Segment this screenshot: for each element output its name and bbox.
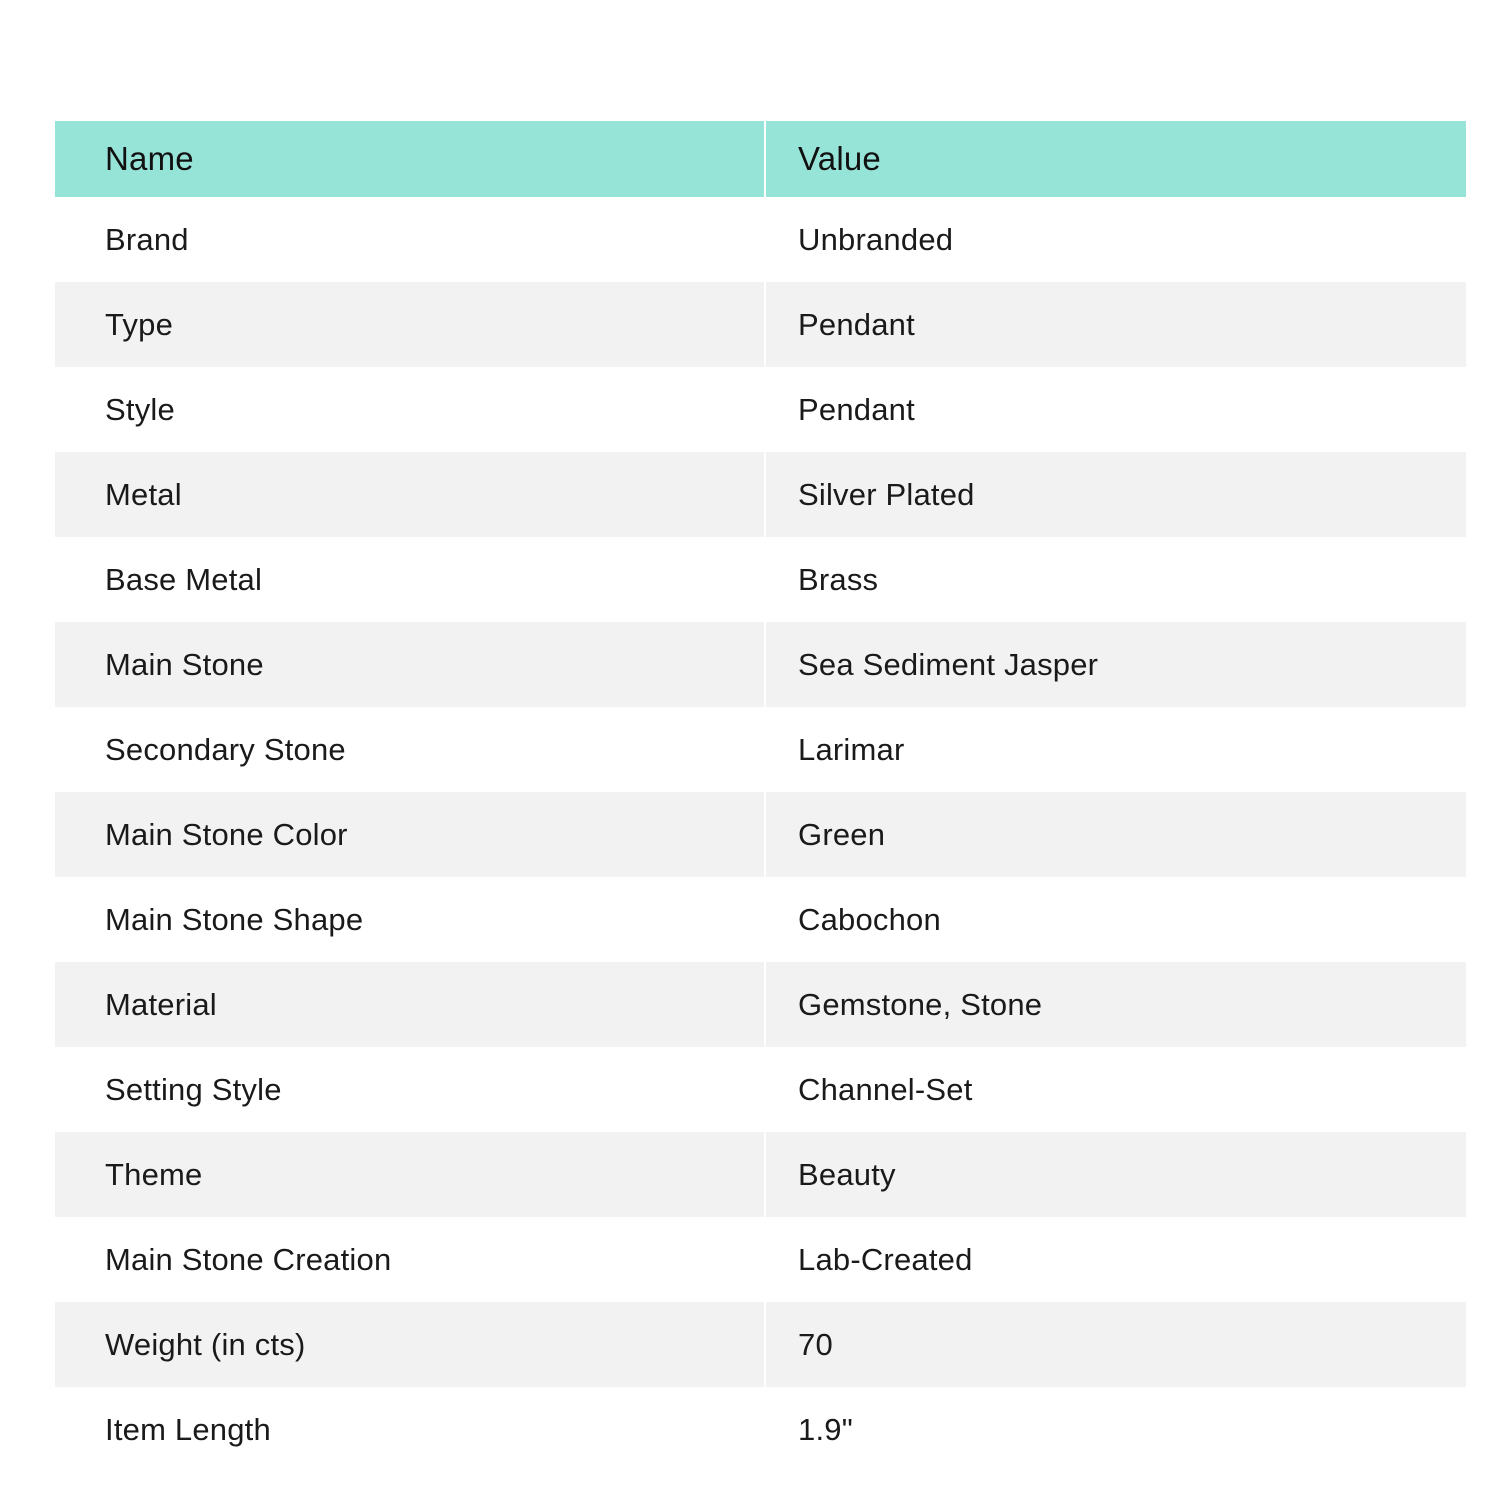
row-name-cell: Theme [55, 1132, 766, 1217]
table-row [55, 452, 1466, 537]
row-name-cell: Brand [55, 197, 766, 282]
row-name-cell: Main Stone Shape [55, 877, 766, 962]
value-column-header: Value [766, 121, 1466, 197]
item-specifics-table [55, 121, 1466, 1472]
name-column-header: Name [55, 121, 766, 197]
table-row [55, 537, 1466, 622]
row-value-cell: 1.9" [766, 1387, 1466, 1472]
header-row [55, 121, 1466, 197]
table-row [55, 197, 1466, 282]
row-name-cell: Item Length [55, 1387, 766, 1472]
table-row [55, 1217, 1466, 1302]
row-name-cell: Type [55, 282, 766, 367]
row-name-cell: Setting Style [55, 1047, 766, 1132]
table-row [55, 792, 1466, 877]
row-value-cell: Larimar [766, 707, 1466, 792]
row-name-cell: Weight (in cts) [55, 1302, 766, 1387]
row-value-cell: Gemstone, Stone [766, 962, 1466, 1047]
table-row [55, 1302, 1466, 1387]
row-value-cell: Channel-Set [766, 1047, 1466, 1132]
table-row [55, 282, 1466, 367]
row-name-cell: Material [55, 962, 766, 1047]
row-value-cell: 70 [766, 1302, 1466, 1387]
table-row [55, 1132, 1466, 1217]
table-row [55, 622, 1466, 707]
row-name-cell: Main Stone Color [55, 792, 766, 877]
row-value-cell: Unbranded [766, 197, 1466, 282]
row-name-cell: Secondary Stone [55, 707, 766, 792]
row-name-cell: Base Metal [55, 537, 766, 622]
table-body [55, 197, 1466, 1472]
table-header [55, 121, 1466, 197]
row-name-cell: Main Stone Creation [55, 1217, 766, 1302]
row-name-cell: Main Stone [55, 622, 766, 707]
row-value-cell: Sea Sediment Jasper [766, 622, 1466, 707]
row-value-cell: Green [766, 792, 1466, 877]
row-value-cell: Silver Plated [766, 452, 1466, 537]
row-value-cell: Cabochon [766, 877, 1466, 962]
table-row [55, 1387, 1466, 1472]
row-value-cell: Pendant [766, 282, 1466, 367]
row-name-cell: Metal [55, 452, 766, 537]
table-row [55, 962, 1466, 1047]
table-row [55, 1047, 1466, 1132]
row-value-cell: Pendant [766, 367, 1466, 452]
table-row [55, 707, 1466, 792]
row-value-cell: Beauty [766, 1132, 1466, 1217]
table-row [55, 367, 1466, 452]
row-value-cell: Lab-Created [766, 1217, 1466, 1302]
table-row [55, 877, 1466, 962]
row-value-cell: Brass [766, 537, 1466, 622]
row-name-cell: Style [55, 367, 766, 452]
